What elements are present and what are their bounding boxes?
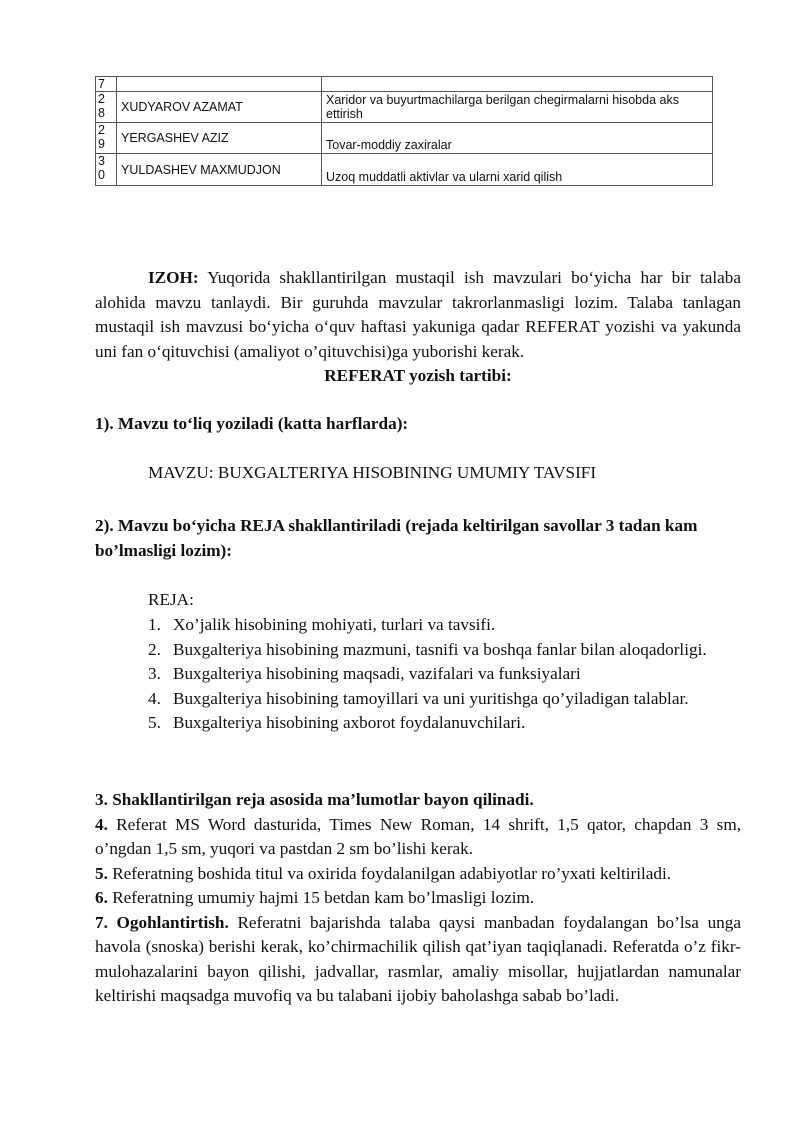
table-row	[96, 123, 713, 154]
rule-6-text: Referatning umumiy hajmi 15 betdan kam bo’lmasligi lozim.	[107, 888, 535, 907]
rule-5-number: 5.	[95, 863, 108, 883]
step-2-heading: 2). Mavzu bo‘yicha REJA shakllantiriladi (rejada keltirilgan savollar 3 tadan kam bo’lmasligi lozim):	[95, 516, 698, 560]
student-topic: Xaridor va buyurtmachilarga berilgan chegirmalarni hisobda aks ettirish	[322, 92, 713, 123]
list-item	[148, 687, 748, 712]
list-item-text: Buxgalteriya hisobining mazmuni, tasnifi va boshqa fanlar bilan aloqadorligi.	[173, 639, 707, 659]
plan-heading: REJA:	[148, 590, 194, 609]
rule-3: 3. Shakllantirilgan reja asosida ma’lumotlar bayon qilinadi.	[95, 790, 534, 809]
list-item-text: Buxgalteriya hisobining tamoyillari va uni yuritishga qo’yiladigan talablar.	[173, 688, 689, 708]
rule-7	[95, 911, 741, 1009]
rules-section	[95, 788, 741, 1009]
student-topic: Uzoq muddatli aktivlar va ularni xarid qilish	[322, 154, 713, 186]
student-name: XUDYAROV AZAMAT	[117, 92, 322, 123]
list-item-text: Buxgalteriya hisobining maqsadi, vazifalari va funksiyalari	[173, 664, 581, 683]
table-row	[96, 92, 713, 123]
table-row	[96, 77, 713, 92]
student-name: YULDASHEV MAXMUDJON	[117, 154, 322, 186]
note-paragraph	[95, 266, 741, 364]
topic-line: MAVZU: BUXGALTERIYA HISOBINING UMUMIY TAVSIFI	[148, 463, 597, 482]
note-text: Yuqorida shakllantirilgan mustaqil ish mavzulari bo‘yicha har bir talaba alohida mavzu tanlaydi. Bir guruhda mavzular takrorlanmasligi lozim. Talaba tanlagan mustaqil ish mavzusi bo‘yicha o‘quv haftasi yakuniga qadar REFERAT yozishi va yakunda uni fan o‘qituvchisi (amaliyot o’qituvchisi)ga yuborishi kerak.	[95, 268, 741, 361]
list-item-number: 2.	[148, 639, 161, 659]
note-label: IZOH:	[148, 268, 199, 287]
list-item-number: 4.	[148, 688, 161, 708]
list-item-number: 1.	[148, 615, 161, 634]
student-topic: Tovar-moddiy zaxiralar	[322, 123, 713, 154]
row-number: 2 8	[96, 92, 117, 123]
row-number: 2 9	[96, 123, 117, 154]
student-name: YERGASHEV AZIZ	[117, 123, 322, 154]
rule-5-text: Referatning boshida titul va oxirida foydalanilgan adabiyotlar ro’yxati keltiriladi.	[107, 863, 672, 883]
row-number: 3 0	[96, 154, 117, 186]
list-item	[148, 711, 748, 736]
rule-5	[95, 862, 741, 887]
rule-4-text: Referat MS Word dasturida, Times New Roman, 14 shrift, 1,5 qator, chapdan 3 sm, o’ngdan 1,5 sm, yuqori va pastdan 2 sm bo’lishi kerak.	[95, 814, 741, 858]
list-item	[148, 613, 748, 638]
list-item-number: 3.	[148, 664, 161, 683]
rule-4-number: 4.	[95, 814, 108, 834]
rule-6	[95, 886, 741, 911]
list-item-text: Buxgalteriya hisobining axborot foydalanuvchilari.	[173, 713, 526, 732]
rule-4	[95, 813, 741, 862]
table-row	[96, 154, 713, 186]
list-item	[148, 638, 748, 663]
step-1-heading: 1). Mavzu to‘liq yoziladi (katta harflarda):	[95, 414, 409, 433]
referat-rules-heading: REFERAT yozish tartibi:	[324, 366, 512, 385]
list-item	[148, 662, 748, 687]
row-number: 7	[96, 77, 117, 92]
list-item-number: 5.	[148, 713, 161, 732]
rule-7-label: 7. Ogohlantirtish.	[95, 912, 229, 932]
rule-6-number: 6.	[95, 888, 108, 907]
plan-list	[148, 613, 748, 736]
student-name	[117, 77, 322, 92]
student-topic	[322, 77, 713, 92]
student-topics-table	[95, 76, 713, 186]
rule-7-text: Referatni bajarishda talaba qaysi manbadan foydalangan bo’lsa unga havola (snoska) berishi kerak, ko’chirmachilik qilish qat’iyan taqiqlanadi. Referatda o’z fikr-mulohazalarini bayon qilishi, jadvallar, rasmlar, amaliy misollar, hujjatlardan namunalar keltirishi maqsadga muvofiq va bu talabani ijobiy baholashga sabab bo’ladi.	[95, 912, 742, 1005]
list-item-text: Xo’jalik hisobining mohiyati, turlari va tavsifi.	[173, 615, 496, 634]
